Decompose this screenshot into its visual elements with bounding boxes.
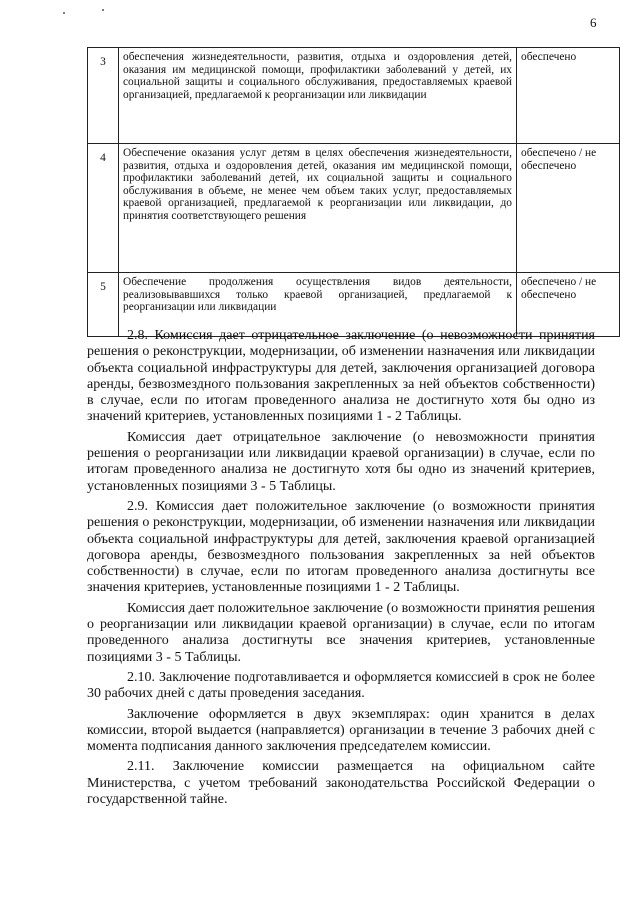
row-number: 4: [88, 144, 119, 273]
criterion-status: обеспечено: [517, 48, 620, 144]
body-text: [87, 328, 595, 812]
row-number: 3: [88, 48, 119, 144]
paragraph-2-8-reorganization: Комиссия дает отрицательное заключение (о невозможности принятия решения о реорганизации или ликвидации краевой организации) в случае, если по итогам проведенного анализа не достигнуто хотя бы одно из значений критериев, установленных позициями 3 - 5 Таблицы.: [87, 429, 595, 494]
paragraph-2-10-copies: Заключение оформляется в двух экземплярах: один хранится в делах комиссии, второй выдается (направляется) организации в течение 3 рабочих дней с момента подписания данного заключения председателем комиссии.: [87, 706, 595, 755]
criterion-text: Обеспечение оказания услуг детям в целях обеспечения жизнедеятельности, развития, отдыха и оздоровления детей, оказания им медицинской помощи, профилактики заболеваний детей, их социальной защиты и социального обслуживания в объеме, не менее чем объем таких услуг, предоставляемых краевой организацией, предлагаемой к реорганизации или ликвидации, до принятия соответствующего решения: [119, 144, 517, 273]
paragraph-2-10: 2.10. Заключение подготавливается и оформляется комиссией в срок не более 30 рабочих дней с даты проведения заседания.: [87, 669, 595, 702]
table-row: [88, 144, 620, 273]
criterion-status: обеспечено / не обеспечено: [517, 144, 620, 273]
table-row: [88, 273, 620, 337]
scan-speck: [102, 9, 104, 11]
table-row: [88, 48, 620, 144]
criteria-table: [87, 47, 620, 337]
criterion-status: обеспечено / не обеспечено: [517, 273, 620, 337]
criterion-text: обеспечения жизнедеятельности, развития, отдыха и оздоровления детей, оказания им медицинской помощи, профилактики заболеваний у детей, их социальной защиты и социального обслуживания, предоставляемых краевой организацией, предлагаемой к реорганизации или ликвидации: [119, 48, 517, 144]
paragraph-2-11: 2.11. Заключение комиссии размещается на официальном сайте Министерства, с учетом требований законодательства Российской Федерации о государственной тайне.: [87, 759, 595, 808]
paragraph-2-8: 2.8. Комиссия дает отрицательное заключение (о невозможности принятия решения о реконструкции, модернизации, об изменении назначения или ликвидации объекта социальной инфраструктуры для детей, заключения организацией договора аренды, безвозмездного пользования закрепленных за ней объектов собственности) в случае, если по итогам проведенного анализа не достигнуто хотя бы одно из значений критериев, установленных позициями 1 - 2 Таблицы.: [87, 328, 595, 425]
paragraph-2-9-reorganization: Комиссия дает положительное заключение (о возможности принятия решения о реорганизации или ликвидации краевой организации) в случае, если по итогам проведенного анализа достигнуты все значения критериев, установленные позициями 3 - 5 Таблицы.: [87, 600, 595, 665]
criterion-text: Обеспечение продолжения осуществления видов деятельности, реализовывавшихся только краевой организацией, предлагаемой к реорганизации или ликвидации: [119, 273, 517, 337]
page-number: 6: [590, 15, 597, 30]
scan-speck: [63, 12, 65, 14]
paragraph-2-9: 2.9. Комиссия дает положительное заключение (о возможности принятия решения о реконструкции, модернизации, об изменении назначения или ликвидации объекта социальной инфраструктуры для детей, заключения краевой организацией договора аренды, безвозмездного пользования закрепленных за ней объектов собственности) в случае, если по итогам проведенного анализа достигнуты все значения критериев, установленные позициями 1 - 2 Таблицы.: [87, 498, 595, 596]
row-number: 5: [88, 273, 119, 337]
